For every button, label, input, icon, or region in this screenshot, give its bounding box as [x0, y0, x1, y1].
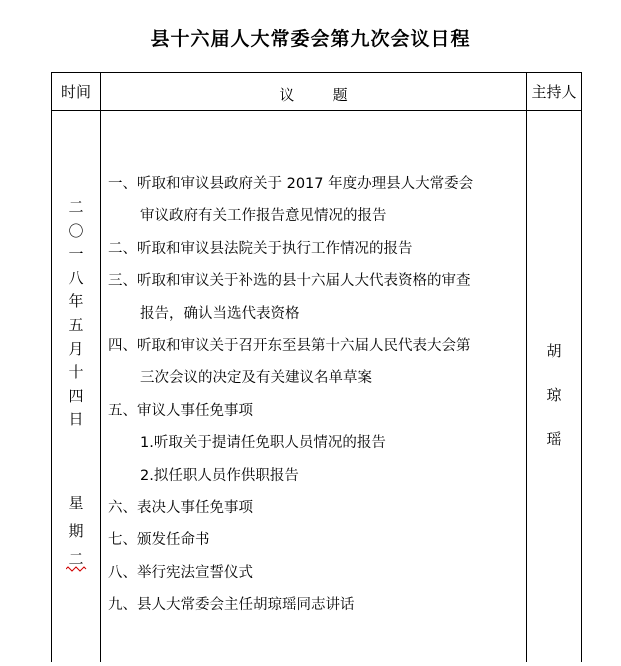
date-char: 〇: [68, 221, 84, 240]
date-char: 月: [68, 339, 84, 358]
date-char: 四: [68, 386, 84, 405]
weekday-char: 二: [68, 550, 84, 568]
date-char: 年: [68, 292, 84, 311]
host-name-char: 琼: [546, 386, 562, 404]
date-char: 八: [68, 268, 84, 287]
date-char: 五: [68, 316, 84, 334]
agenda-item: 三、听取和审议关于补选的县十六届人大代表资格的审查: [108, 273, 471, 290]
agenda-item: 三次会议的决定及有关建议名单草案: [140, 370, 372, 387]
agenda-list: [108, 168, 526, 622]
agenda-item: 四、听取和审议关于召开东至县第十六届人民代表大会第: [108, 338, 471, 355]
header-host: 主持人: [531, 83, 577, 101]
weekday-char: 星: [68, 494, 84, 512]
header-time: 时间: [60, 83, 91, 101]
host-name-char: 胡: [546, 342, 562, 360]
header-divider: [51, 110, 582, 111]
column-divider-1: [100, 72, 101, 662]
spellcheck-squiggle: [66, 566, 88, 572]
table-top-border: [51, 72, 582, 73]
agenda-item: 七、颁发任命书: [108, 532, 210, 549]
header-topic: 议 题: [279, 86, 348, 104]
date-char: 日: [68, 410, 84, 429]
agenda-item: 八、举行宪法宣誓仪式: [108, 564, 253, 581]
date-char: 一: [68, 245, 84, 264]
agenda-item: 六、表决人事任免事项: [108, 500, 253, 517]
agenda-item: 九、县人大常委会主任胡琼瑶同志讲话: [108, 597, 355, 614]
agenda-item: 1.听取关于提请任免职人员情况的报告: [140, 435, 386, 452]
date-char: 二: [68, 198, 84, 216]
date-char: 十: [68, 363, 84, 382]
host-name-char: 瑶: [546, 430, 562, 448]
agenda-item: 一、听取和审议县政府关于 2017 年度办理县人大常委会: [108, 176, 474, 192]
agenda-item: 报告，确认当选代表资格: [140, 305, 300, 322]
agenda-item: 审议政府有关工作报告意见情况的报告: [140, 208, 387, 225]
table-right-border: [581, 72, 582, 662]
agenda-item: 2.拟任职人员作供职报告: [140, 467, 299, 484]
column-divider-2: [526, 72, 527, 662]
page-title: 县十六届人大常委会第九次会议日程: [150, 28, 471, 50]
agenda-item: 五、审议人事任免事项: [108, 402, 253, 419]
agenda-item: 二、听取和审议县法院关于执行工作情况的报告: [108, 240, 413, 257]
weekday-char: 期: [68, 522, 84, 540]
